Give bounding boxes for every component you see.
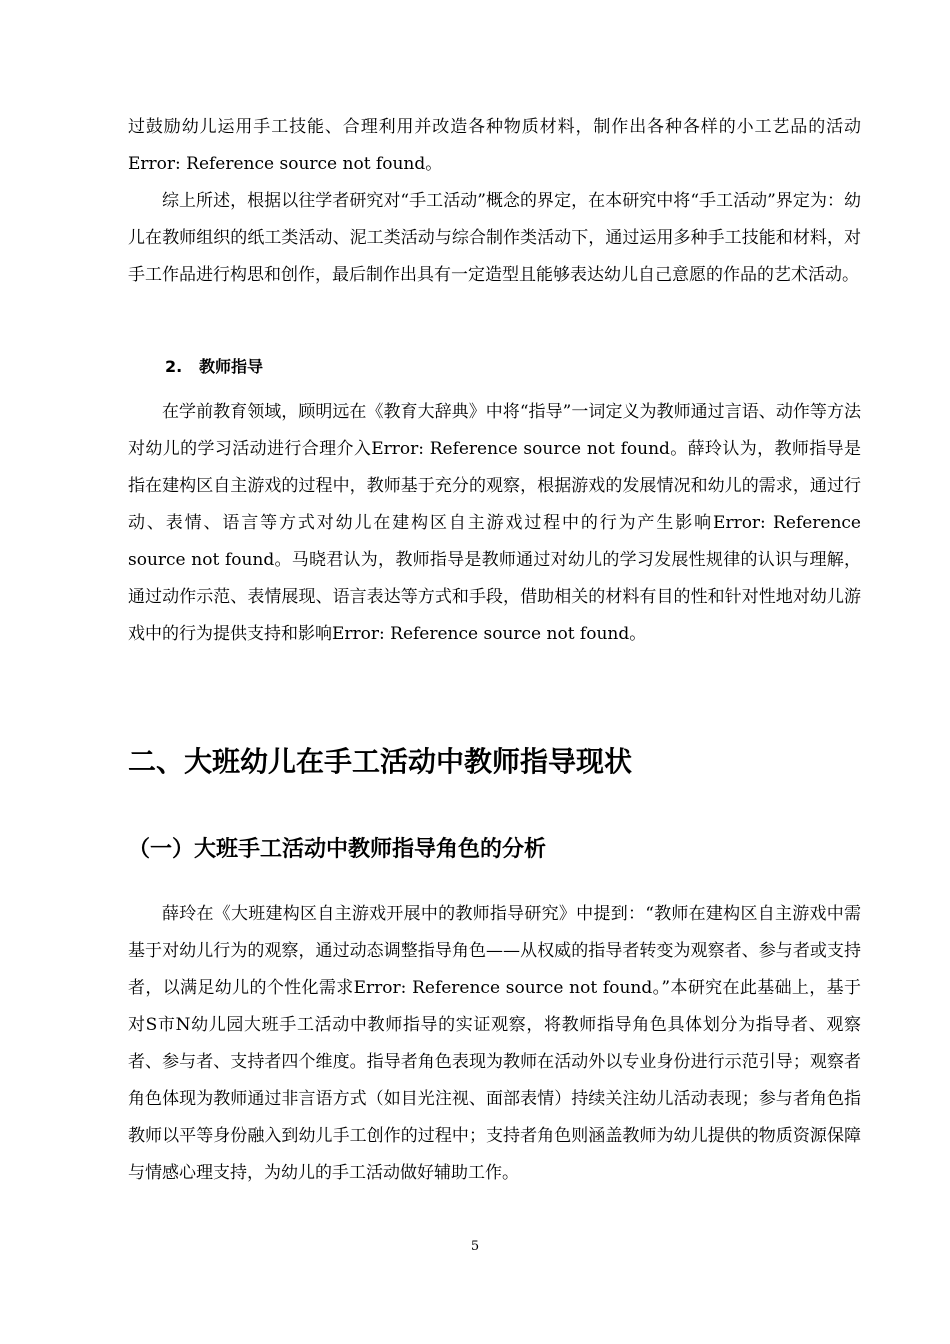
subsection-number: 2. [165,357,183,376]
subsection-title: 教师指导 [199,357,264,376]
section-heading: （一）大班手工活动中教师指导角色的分析 [128,837,547,862]
roles-text-block [128,896,861,1192]
paragraph-roles: 薛玲在《大班建构区自主游戏开展中的教师指导研究》中提到：“教师在建构区自主游戏中需基于对幼儿行为的观察，通过动态调整指导角色——从权威的指导者转变为观察者、参与者或支持者，以满足幼儿的个性化需求Error: Reference source not found。”本研究在此基础上，基于对S市N幼儿园大班手工活动中教师指导的实证观察，将教师指导角色具体划分为指导者、观察者、参与者、支持者四个维度。指导者角色表现为教师在活动外以专业身份进行示范引导；观察者角色体现为教师通过非言语方式（如目光注视、面部表情）持续关注幼儿活动表现；参与者角色指教师以平等身份融入到幼儿手工创作的过程中；支持者角色则涵盖教师为幼儿提供的物质资源保障与情感心理支持，为幼儿的手工活动做好辅助工作。 [128,904,861,1183]
paragraph-continued: 过鼓励幼儿运用手工技能、合理利用并改造各种物质材料，制作出各种各样的小工艺品的活动Error: Reference source not found。 [128,117,861,174]
subsection-heading [165,354,263,380]
page-number: 5 [470,1239,480,1254]
intro-text-block [128,109,861,294]
guidance-text-block [128,394,861,653]
chapter-heading: 二、大班幼儿在手工活动中教师指导现状 [128,745,633,778]
paragraph-summary: 综上所述，根据以往学者研究对“手工活动”概念的界定，在本研究中将“手工活动”界定为：幼儿在教师组织的纸工类活动、泥工类活动与综合制作类活动下，通过运用多种手工技能和材料，对手工作品进行构思和创作，最后制作出具有一定造型且能够表达幼儿自己意愿的作品的艺术活动。 [128,191,861,285]
paragraph-guidance: 在学前教育领域，顾明远在《教育大辞典》中将“指导”一词定义为教师通过言语、动作等方法对幼儿的学习活动进行合理介入Error: Reference source not found。薛玲认为，教师指导是指在建构区自主游戏的过程中，教师基于充分的观察，根据游戏的发展情况和幼儿的需求，通过行动、表情、语言等方式对幼儿在建构区自主游戏过程中的行为产生影响Error: Reference source not found。马晓君认为，教师指导是教师通过对幼儿的学习发展性规律的认识与理解，通过动作示范、表情展现、语言表达等方式和手段，借助相关的材料有目的性和针对性地对幼儿游戏中的行为提供支持和影响Error: Reference source not found。 [128,402,861,644]
